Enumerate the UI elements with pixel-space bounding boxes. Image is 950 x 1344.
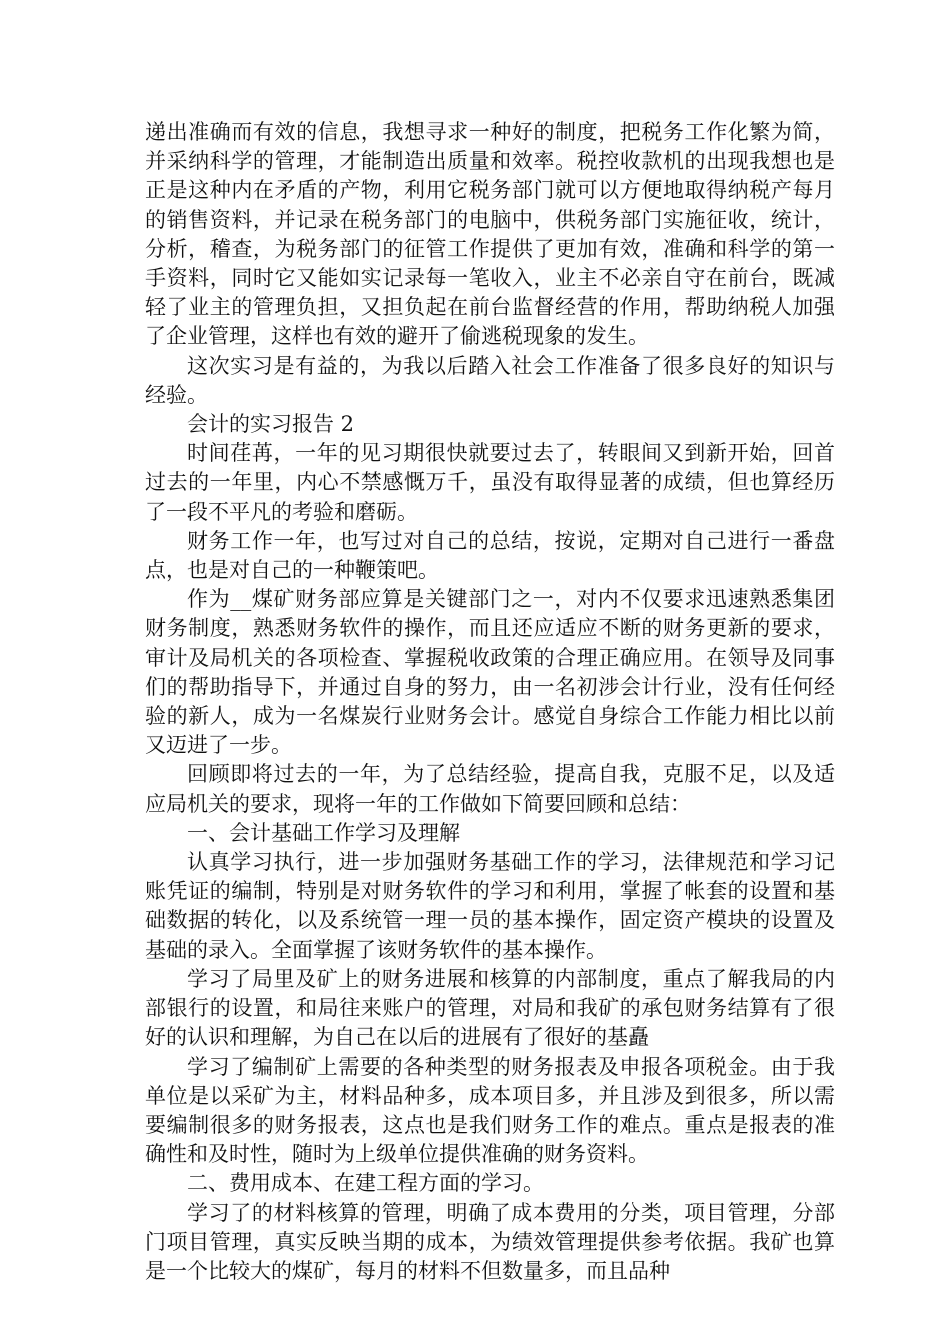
section-heading-report-2: 会计的实习报告 2 [187,412,355,437]
section-heading-1: 一、会计基础工作学习及理解 [187,820,460,845]
paragraph-5: 财务工作一年，也写过对自己的总结，按说，定期对自己进行一番盘点，也是对自己的一种鞭策吧。 [145,528,835,583]
paragraph-2: 这次实习是有益的，为我以后踏入社会工作准备了很多良好的知识与经验。 [145,353,835,407]
paragraph-13: 学习了的材料核算的管理，明确了成本费用的分类，项目管理，分部门项目管理，真实反映当期的成本，为绩效管理提供参考依据。我矿也算是一个比较大的煤矿，每月的材料不但数量多，而且品种 [145,1200,835,1283]
paragraph-4: 时间荏苒，一年的见习期很快就要过去了，转眼间又到新开始，回首过去的一年里，内心不禁感慨万千，虽没有取得显著的成绩，但也算经历了一段不平凡的考验和磨砺。 [145,441,835,524]
document-page [145,118,835,1286]
paragraph-6: 作为__煤矿财务部应算是关键部门之一，对内不仅要求迅速熟悉集团财务制度，熟悉财务软件的操作，而且还应适应不断的财务更新的要求，审计及局机关的各项检查、掌握税收政策的合理正确应用。在领导及同事们的帮助指导下，并通过自身的努力，由一名初涉会计行业，没有任何经验的新人，成为一名煤炭行业财务会计。感觉自身综合工作能力相比以前又迈进了一步。 [145,587,835,758]
paragraph-9: 认真学习执行，进一步加强财务基础工作的学习，法律规范和学习记账凭证的编制，特别是对财务软件的学习和利用，掌握了帐套的设置和基础数据的转化，以及系统管一理一员的基本操作，固定资产模块的设置及基础的录入。全面掌握了该财务软件的基本操作。 [145,850,835,962]
section-heading-2: 二、费用成本、在建工程方面的学习。 [187,1171,544,1196]
paragraph-11: 学习了编制矿上需要的各种类型的财务报表及申报各项税金。由于我单位是以采矿为主，材料品种多，成本项目多，并且涉及到很多，所以需要编制很多的财务报表，这点也是我们财务工作的难点。重点是报表的准确性和及时性，随时为上级单位提供准确的财务资料。 [145,1054,835,1167]
paragraph-1: 递出准确而有效的信息，我想寻求一种好的制度，把税务工作化繁为简，并采纳科学的管理，才能制造出质量和效率。税控收款机的出现我想也是正是这种内在矛盾的产物，利用它税务部门就可以方便地取得纳税产每月的销售资料，并记录在税务部门的电脑中，供税务部门实施征收，统计，分析，稽查，为税务部门的征管工作提供了更加有效，准确和科学的第一手资料，同时它又能如实记录每一笔收入，业主不必亲自守在前台，既减轻了业主的管理负担，又担负起在前台监督经营的作用，帮助纳税人加强了企业管理，这样也有效的避开了偷逃税现象的发生。 [145,120,835,349]
paragraph-10: 学习了局里及矿上的财务进展和核算的内部制度，重点了解我局的内部银行的设置，和局往来账户的管理，对局和我矿的承包财务结算有了很好的认识和理解，为自己在以后的进展有了很好的基矗 [145,966,835,1050]
paragraph-7: 回顾即将过去的一年，为了总结经验，提高自我，克服不足，以及适应局机关的要求，现将一年的工作做如下简要回顾和总结： [145,762,835,816]
